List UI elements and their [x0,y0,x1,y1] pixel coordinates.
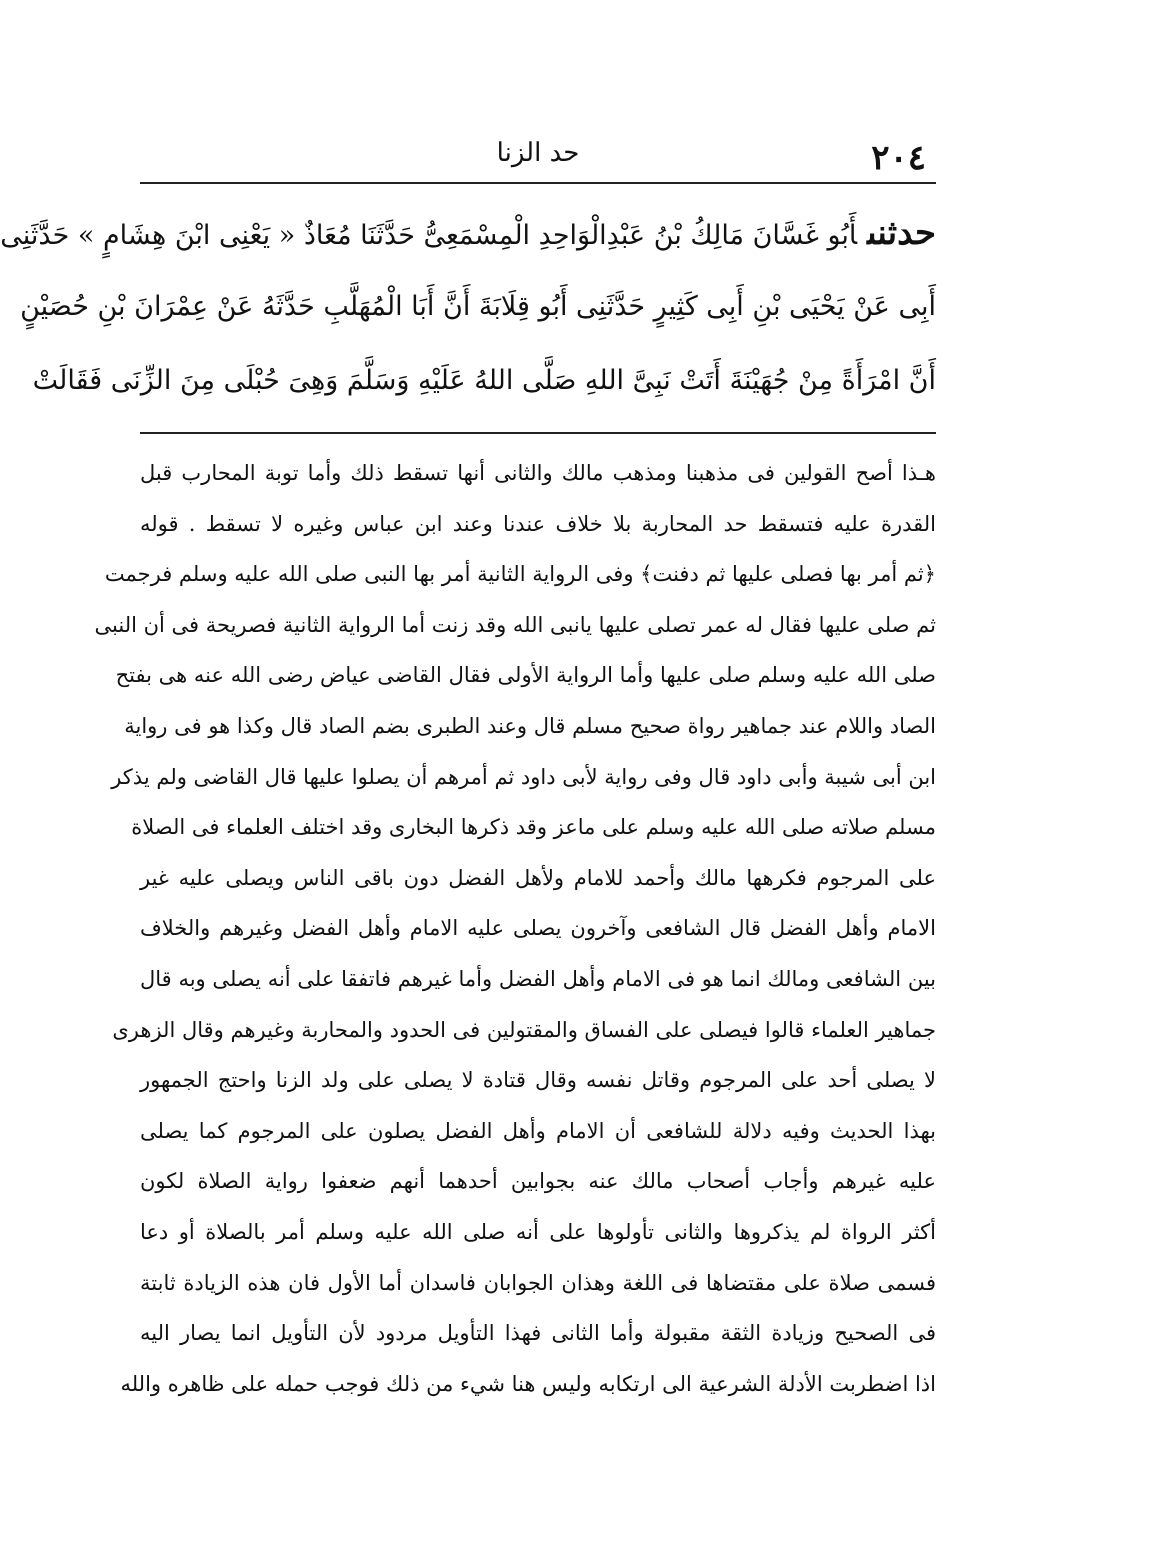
commentary-line: ثم صلى عليها فقال له عمر تصلى عليها يانبى الله وقد زنت أما الرواية الثانية فصريحة فى أن النبى [94,612,936,637]
page-number: ٢٠٤ [871,138,926,178]
hadith-text-block [0,196,936,426]
hadith-line: أَنَّ امْرَأَةً مِنْ جُهَيْنَةَ أَتَتْ نَبِىَّ اللهِ صَلَّى اللهُ عَلَيْهِ وَسَلَّمَ وَهِىَ حُبْلَى مِنَ الزِّنَى فَقَالَتْ [32,365,936,396]
commentary-line: بين الشافعى ومالك انما هو فى الامام وأهل الفضل وأما غيرهم فاتفقا على أنه يصلى وبه قال [140,966,936,991]
hadith-line-text: أَبُو غَسَّانَ مَالِكُ بْنُ عَبْدِالْوَاحِدِ الْمِسْمَعِىُّ حَدَّثَنَا مُعَاذٌ « يَعْنِى ابْنَ هِشَامٍ » حَدَّثَنِى [0,220,858,251]
commentary-line: ابن أبى شيبة وأبى داود قال وفى رواية لأبى داود ثم أمرهم أن يصلوا عليها قال القاضى ولم يذكر [111,764,936,789]
commentary-line: فسمى صلاة على مقتضاها فى اللغة وهذان الجوابان فاسدان أما الأول فان هذه الزيادة ثابتة [140,1270,936,1295]
hadith-line: أَبِى عَنْ يَحْيَى بْنِ أَبِى كَثِيرٍ حَدَّثَنِى أَبُو قِلَابَةَ أَنَّ أَبَا الْمُهَلَّبِ حَدَّثَهُ عَنْ عِمْرَانَ بْنِ حُصَيْنٍ [20,291,936,322]
page-header [140,128,936,182]
commentary-line: فى الصحيح وزيادة الثقة مقبولة وأما الثانى فهذا التأويل مردود لأن التأويل انما يصار اليه [140,1321,936,1346]
commentary-line: مسلم صلاته صلى الله عليه وسلم على ماعز وقد ذكرها البخارى وقد اختلف العلماء فى الصلاة [131,815,936,840]
header-divider [140,182,936,184]
running-title: حد الزنا [496,138,580,168]
hadith-lead-word: حدثنى [867,213,936,253]
commentary-line: على المرجوم فكرهها مالك وأحمد للامام ولأهل الفضل دون باقى الناس ويصلى عليه غير [140,865,936,890]
commentary-line: بهذا الحديث وفيه دلالة للشافعى أن الامام وأهل الفضل يصلون على المرجوم كما يصلى [140,1118,936,1143]
commentary-line: اذا اضطربت الأدلة الشرعية الى ارتكابه وليس هنا شيء من ذلك فوجب حمله على ظاهره والله [120,1371,936,1396]
commentary-line: جماهير العلماء قالوا فيصلى على الفساق والمقتولين فى الحدود والمحاربة وغيرهم وقال الزهرى [112,1017,936,1042]
commentary-line: هـذا أصح القولين فى مذهبنا ومذهب مالك والثانى أنها تسقط ذلك وأما توبة المحارب قبل [140,461,936,485]
commentary-text-block [94,448,936,1478]
commentary-line: أكثر الرواة لم يذكروها والثانى تأولوها على أنه صلى الله عليه وسلم أمر بالصلاة أو دعا [140,1219,936,1244]
commentary-line: صلى الله عليه وسلم صلى عليها وأما الرواية الأولى فقال القاضى عياض رضى الله عنه هى بفتح [115,663,936,688]
commentary-line: الامام وأهل الفضل قال الشافعى وآخرون يصلى عليه الامام وأهل الفضل وغيرهم والخلاف [140,916,936,941]
commentary-line: ﴿ثم أمر بها فصلى عليها ثم دفنت﴾ وفى الرواية الثانية أمر بها النبى صلى الله عليه وسلم فرجمت [104,562,936,587]
commentary-line: الصاد واللام عند جماهير رواة صحيح مسلم قال وعند الطبرى بضم الصاد قال وكذا هو فى رواية [124,713,936,738]
commentary-line: لا يصلى أحد على المرجوم وقاتل نفسه وقال قتادة لا يصلى على ولد الزنا واحتج الجمهور [140,1068,936,1093]
section-divider [140,432,936,434]
commentary-line: عليه غيرهم وأجاب أصحاب مالك عنه بجوابين أحدهما أنهم ضعفوا رواية الصلاة لكون [140,1169,936,1194]
hadith-line [0,196,936,270]
commentary-line: القدرة عليه فتسقط حد المحاربة بلا خلاف عندنا وعند ابن عباس وغيره لا تسقط . قوله [140,511,936,536]
